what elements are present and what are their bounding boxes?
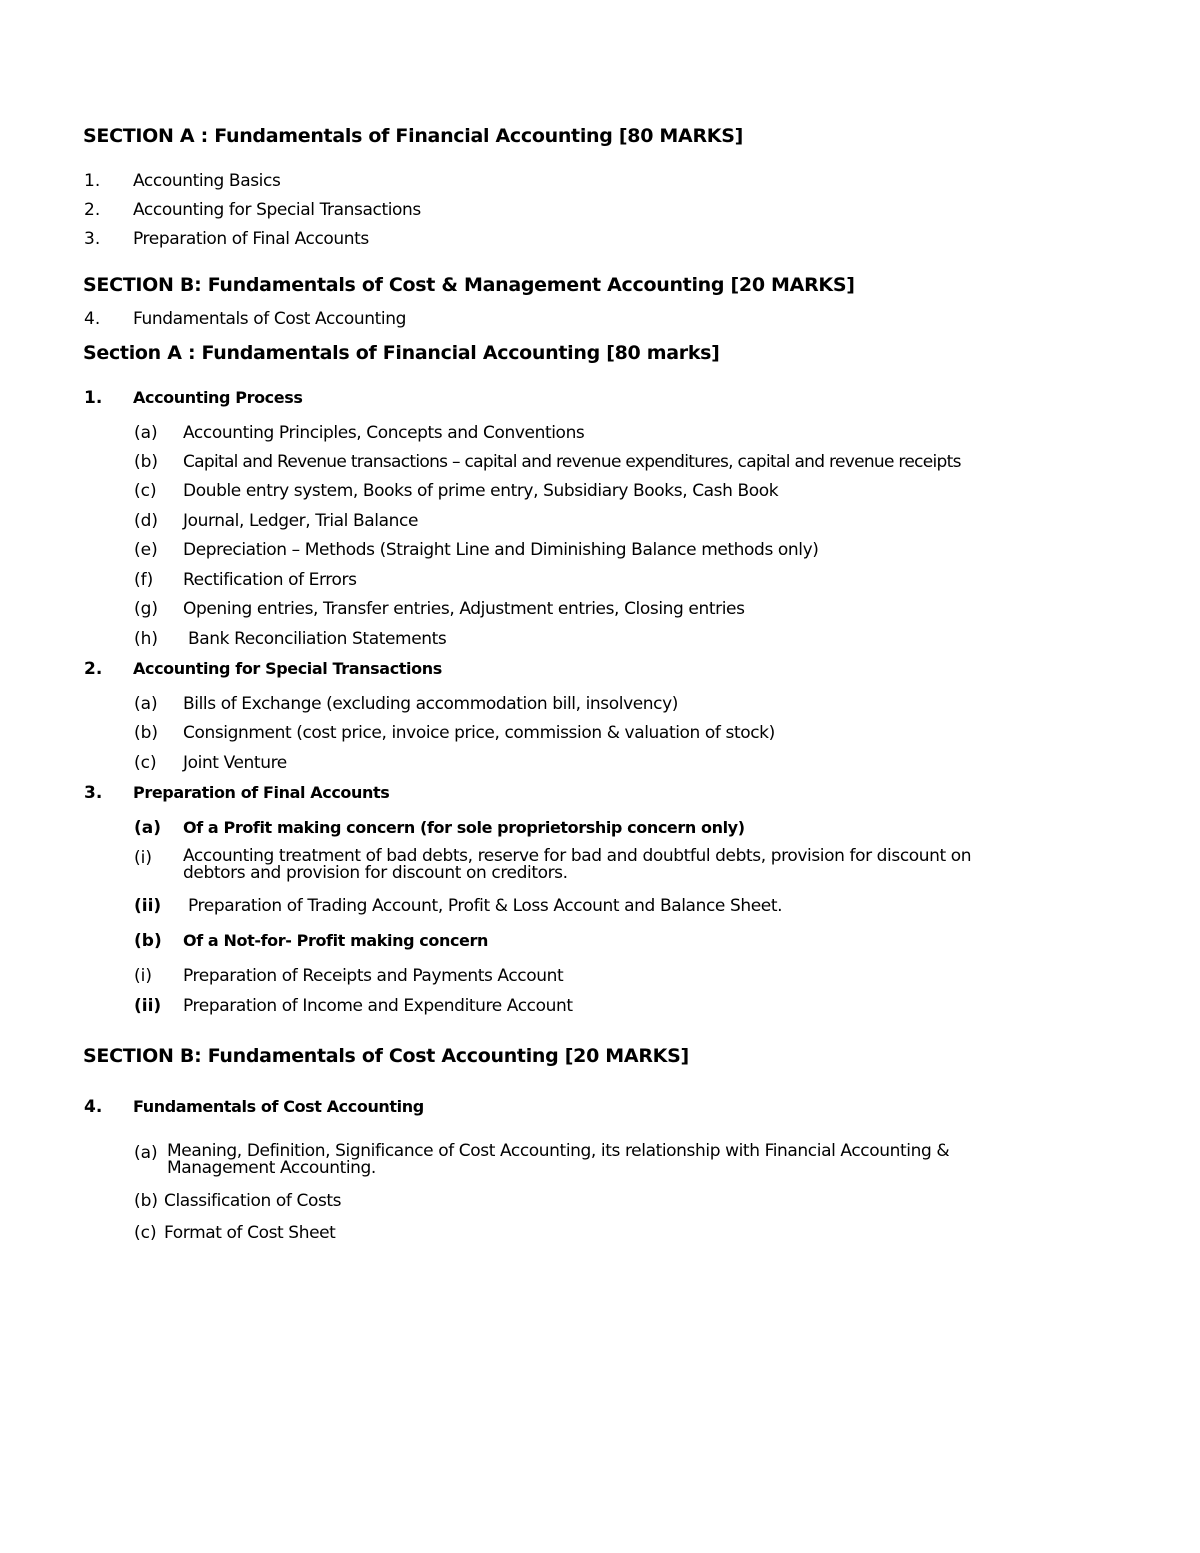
section-a-heading: SECTION A : Fundamentals of Financial Accounting [80 MARKS] bbox=[83, 125, 743, 147]
subtopic-label: (b) bbox=[134, 931, 162, 951]
item-text: Format of Cost Sheet bbox=[164, 1223, 336, 1243]
detail-section-a-heading: Section A : Fundamentals of Financial Accounting [80 marks] bbox=[83, 342, 720, 364]
item-label: (i) bbox=[134, 848, 152, 868]
item-text: Meaning, Definition, Significance of Cost Accounting, its relationship with Financial Accounting & Management Accounting. bbox=[167, 1141, 950, 1178]
item-label: (ii) bbox=[134, 996, 162, 1016]
item-text: Preparation of Trading Account, Profit & Loss Account and Balance Sheet. bbox=[188, 896, 783, 916]
item-label: (b) bbox=[134, 723, 159, 743]
section-b-heading: SECTION B: Fundamentals of Cost & Management Accounting [20 MARKS] bbox=[83, 274, 855, 296]
item-label: (h) bbox=[134, 629, 159, 649]
overview-item-number: 2. bbox=[84, 200, 101, 220]
item-label: (e) bbox=[134, 540, 158, 560]
item-text: Bank Reconciliation Statements bbox=[188, 629, 447, 649]
item-text: Bills of Exchange (excluding accommodation bill, insolvency) bbox=[183, 694, 679, 714]
overview-item-number: 1. bbox=[84, 171, 101, 191]
overview-item-number: 4. bbox=[84, 309, 101, 329]
item-label: (b) bbox=[134, 452, 159, 472]
item-text: Preparation of Receipts and Payments Account bbox=[183, 966, 564, 986]
item-text: Depreciation – Methods (Straight Line and Diminishing Balance methods only) bbox=[183, 540, 819, 560]
subtopic-title: Of a Not-for- Profit making concern bbox=[183, 931, 488, 950]
item-label: (c) bbox=[134, 1223, 157, 1243]
detail-section-b-heading: SECTION B: Fundamentals of Cost Accounting [20 MARKS] bbox=[83, 1045, 689, 1067]
item-text: Journal, Ledger, Trial Balance bbox=[183, 511, 419, 531]
item-text: Double entry system, Books of prime entry, Subsidiary Books, Cash Book bbox=[183, 481, 779, 501]
item-label: (c) bbox=[134, 753, 157, 773]
item-label: (b) bbox=[134, 1191, 159, 1211]
item-text: Classification of Costs bbox=[164, 1191, 342, 1211]
topic-number: 1. bbox=[84, 388, 103, 408]
overview-item-text: Fundamentals of Cost Accounting bbox=[133, 309, 406, 329]
item-text: Preparation of Income and Expenditure Account bbox=[183, 996, 573, 1016]
topic-title: Preparation of Final Accounts bbox=[133, 783, 390, 802]
item-text: Opening entries, Transfer entries, Adjustment entries, Closing entries bbox=[183, 599, 745, 619]
item-label: (g) bbox=[134, 599, 159, 619]
topic-title: Accounting for Special Transactions bbox=[133, 659, 442, 678]
item-text: Capital and Revenue transactions – capital and revenue expenditures, capital and revenue receipts bbox=[183, 452, 961, 472]
item-label: (a) bbox=[134, 1143, 158, 1163]
item-label: (f) bbox=[134, 570, 154, 590]
overview-item-text: Accounting Basics bbox=[133, 171, 281, 191]
topic-number: 2. bbox=[84, 659, 103, 679]
item-label: (a) bbox=[134, 423, 158, 443]
item-text: Consignment (cost price, invoice price, commission & valuation of stock) bbox=[183, 723, 775, 743]
item-text: Accounting Principles, Concepts and Conventions bbox=[183, 423, 585, 443]
item-label: (a) bbox=[134, 694, 158, 714]
item-label: (i) bbox=[134, 966, 152, 986]
item-label: (c) bbox=[134, 481, 157, 501]
item-label: (d) bbox=[134, 511, 159, 531]
topic-title: Accounting Process bbox=[133, 388, 303, 407]
item-text: Accounting treatment of bad debts, reserve for bad and doubtful debts, provision for discount on debtors and provision for discount on creditors. bbox=[183, 846, 972, 883]
subtopic-label: (a) bbox=[134, 818, 162, 838]
topic-number: 4. bbox=[84, 1097, 103, 1117]
topic-title: Fundamentals of Cost Accounting bbox=[133, 1097, 424, 1116]
overview-item-text: Accounting for Special Transactions bbox=[133, 200, 421, 220]
item-text: Joint Venture bbox=[183, 753, 287, 773]
subtopic-title: Of a Profit making concern (for sole proprietorship concern only) bbox=[183, 818, 745, 837]
overview-item-number: 3. bbox=[84, 229, 101, 249]
item-text: Rectification of Errors bbox=[183, 570, 357, 590]
topic-number: 3. bbox=[84, 783, 103, 803]
overview-item-text: Preparation of Final Accounts bbox=[133, 229, 369, 249]
item-label: (ii) bbox=[134, 896, 162, 916]
